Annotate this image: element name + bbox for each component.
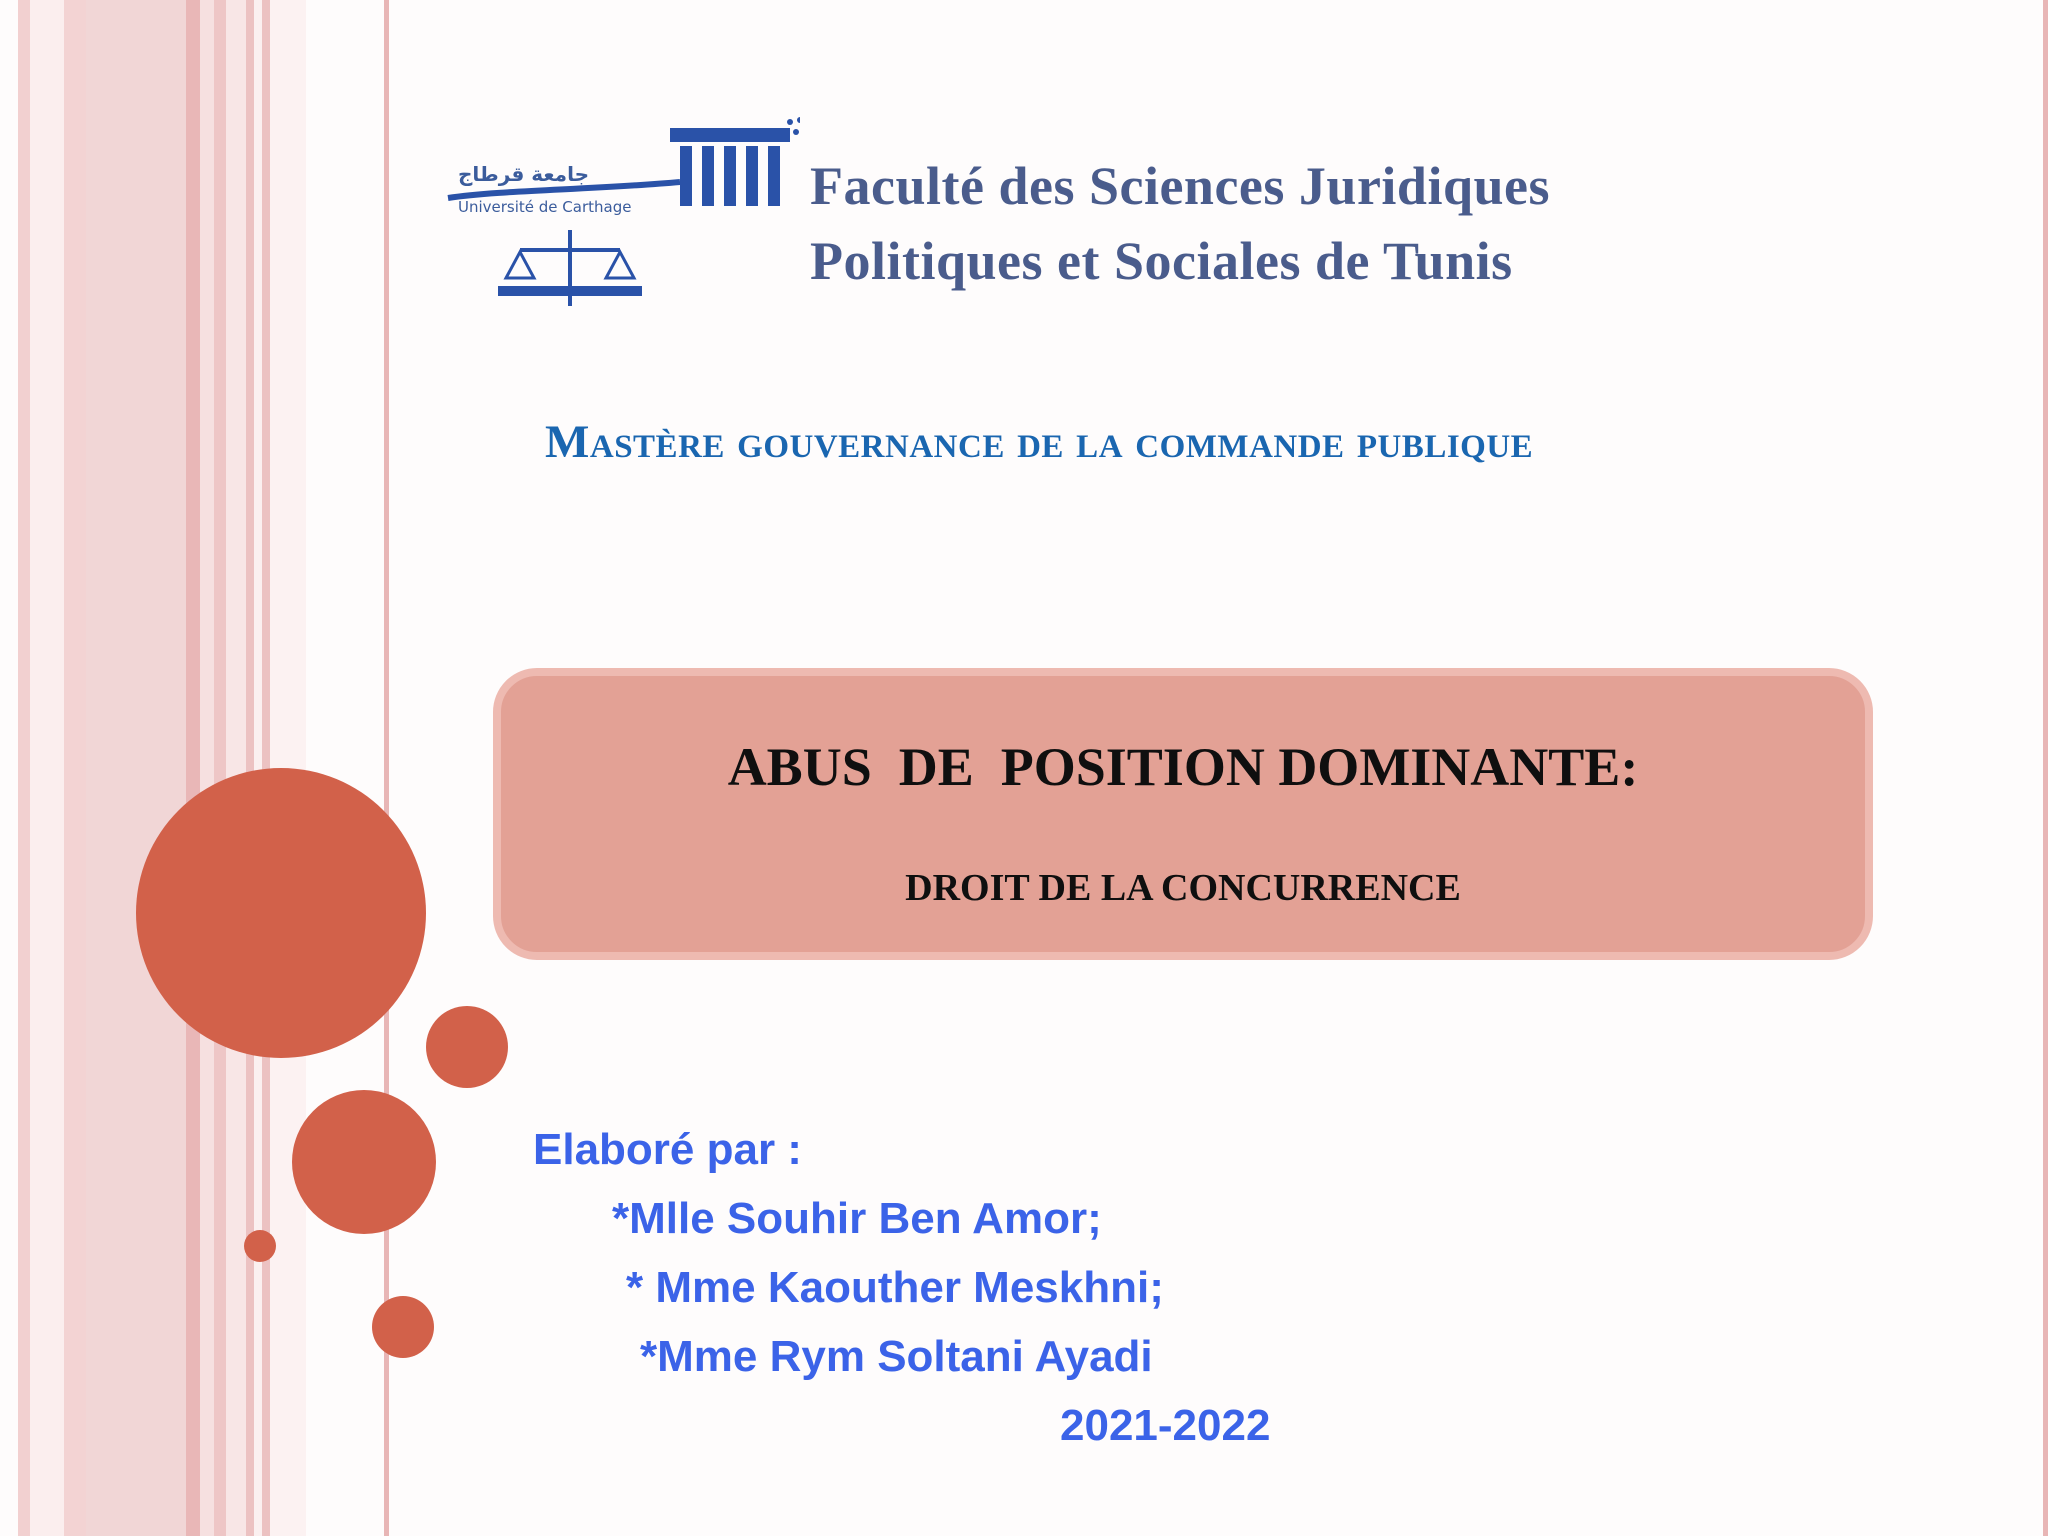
decorative-stripes — [0, 0, 400, 1536]
authors-block — [533, 1125, 1270, 1470]
author-name: *Mlle Souhir Ben Amor; — [612, 1194, 1102, 1243]
decorative-circle-large — [136, 768, 426, 1058]
presentation-title: ABUS DE POSITION DOMINANTE: — [727, 737, 1639, 797]
faculty-name-line1: Faculté des Sciences Juridiques — [810, 156, 1550, 216]
presentation-subtitle: DROIT DE LA CONCURRENCE — [905, 867, 1461, 909]
university-label: Université de Carthage — [458, 198, 632, 216]
title-box — [493, 668, 1873, 960]
decorative-circle-small-bottom — [372, 1296, 434, 1358]
right-edge-rule — [2043, 0, 2048, 1536]
arabic-university-name: جامعة قرطاج — [458, 162, 589, 186]
decorative-circle-small — [426, 1006, 508, 1088]
program-title: Mastère gouvernance de la commande publique — [545, 416, 1534, 468]
decorative-circle-medium — [292, 1090, 436, 1234]
author-name: *Mme Rym Soltani Ayadi — [640, 1332, 1153, 1381]
authors-heading: Elaboré par : — [533, 1125, 802, 1174]
faculty-logo — [440, 110, 1760, 310]
faculty-name-line2: Politiques et Sociales de Tunis — [810, 231, 1513, 291]
decorative-circle-tiny — [244, 1230, 276, 1262]
academic-year: 2021-2022 — [1060, 1401, 1271, 1450]
author-name: * Mme Kaouther Meskhni; — [626, 1263, 1164, 1312]
